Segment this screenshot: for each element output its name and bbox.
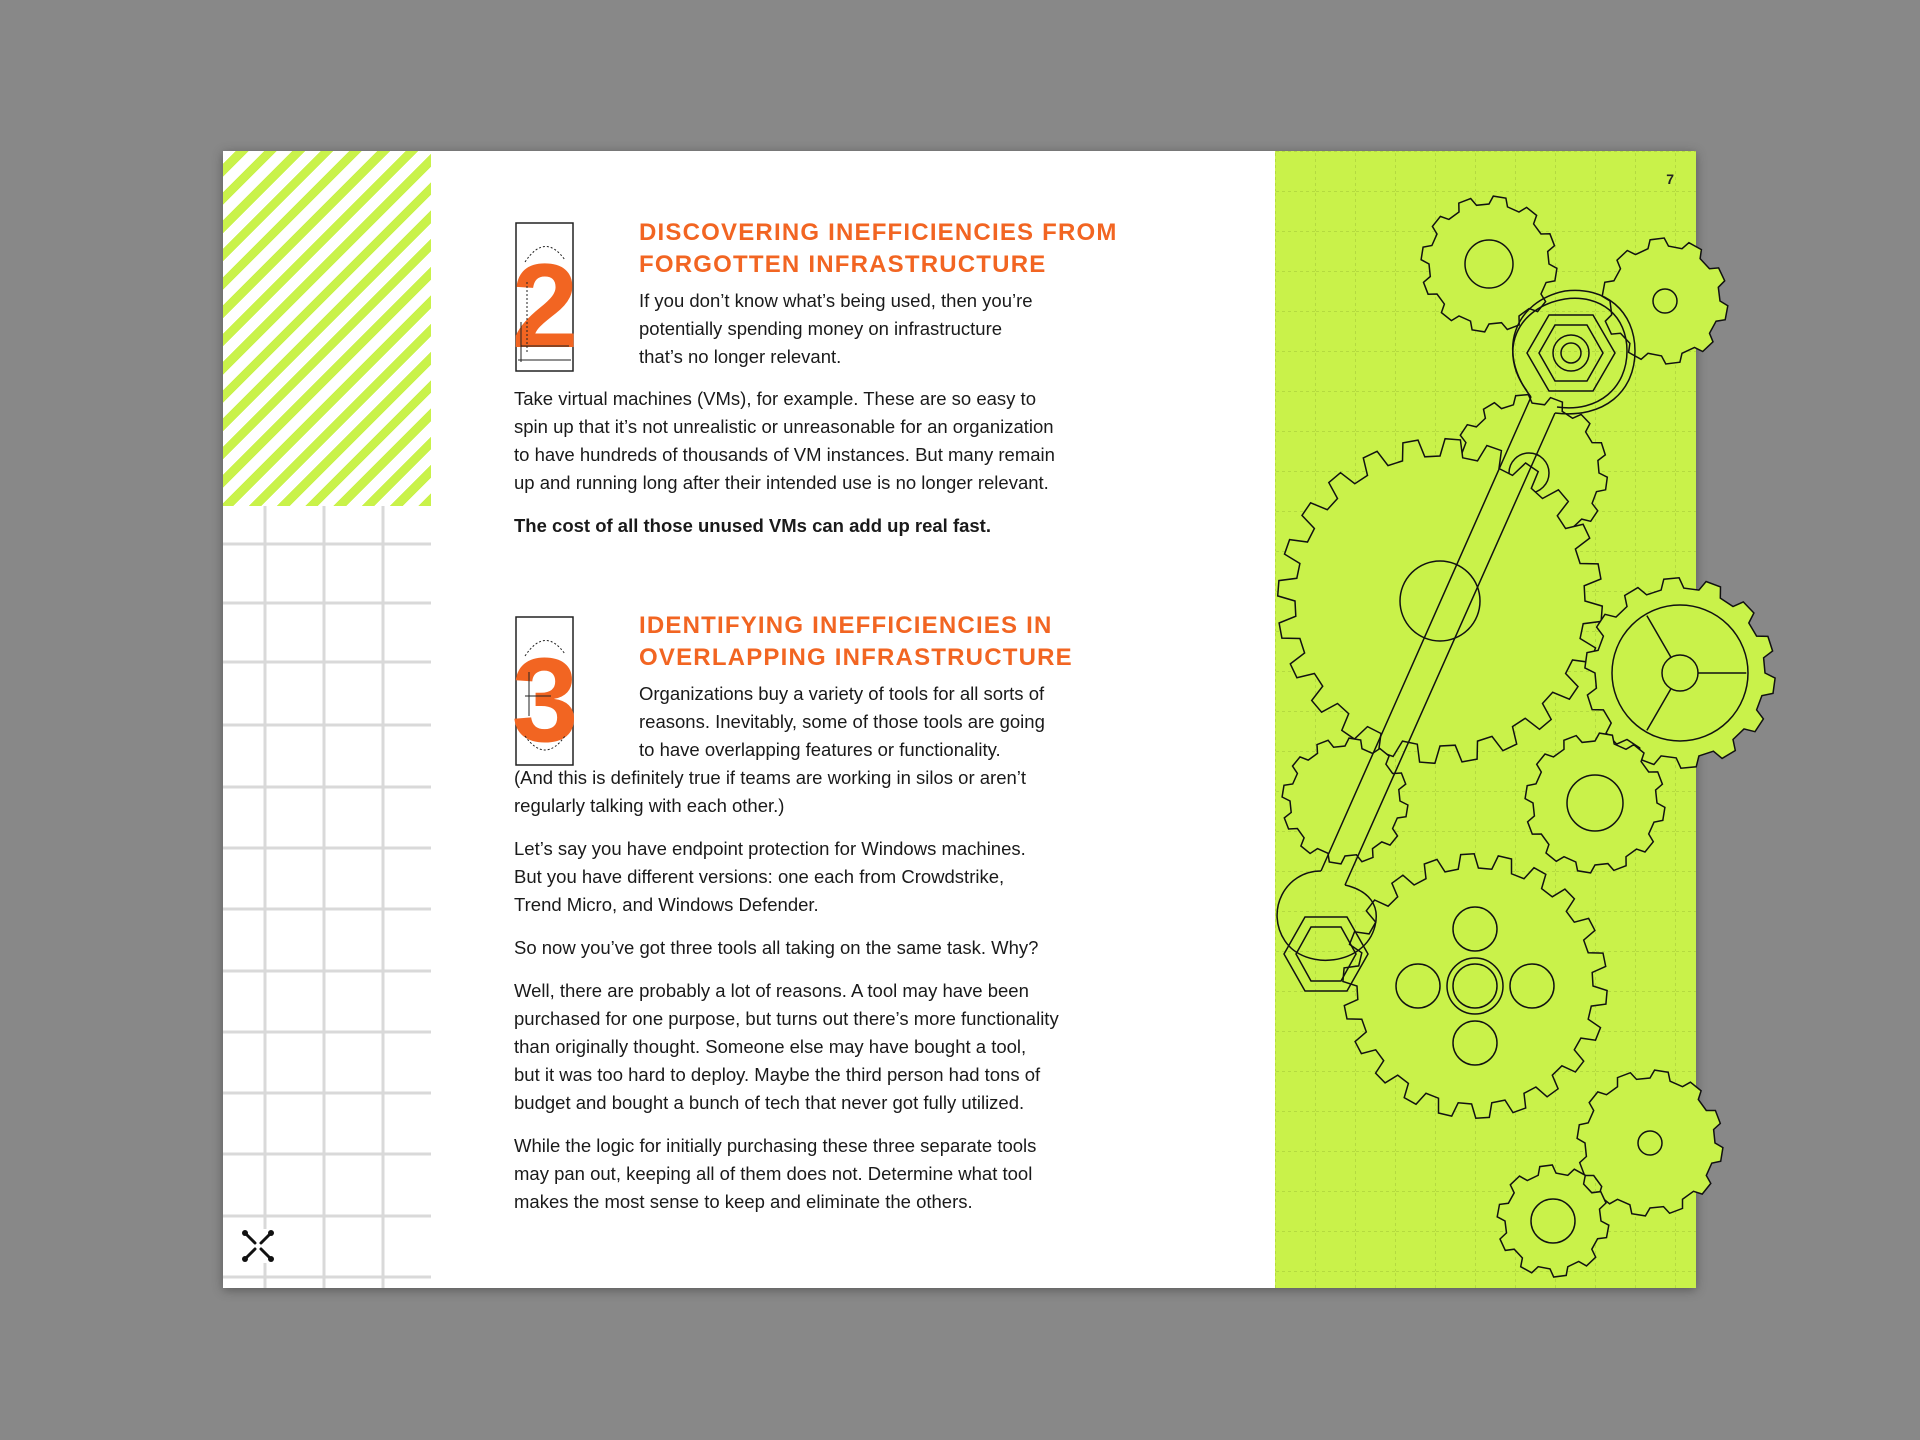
section-3-title-line-1: IDENTIFYING INEFFICIENCIES IN [639,612,1053,639]
section-3-paragraph-3-line-5: budget and bought a bunch of tech that never got fully utilized. [514,1092,1025,1113]
section-2-paragraph-line-3: to have hundreds of thousands of VM instances. But many remain [514,444,1055,465]
gears-illustration-canvas [1275,151,1696,1288]
diagonal-stripes-decoration [223,151,431,506]
svg-text:2: 2 [511,239,579,373]
section-3-paragraph-1-line-3: Trend Micro, and Windows Defender. [514,894,819,915]
section-3-paragraph-1-line-2: But you have different versions: one each from Crowdstrike, [514,866,1005,887]
section-2-paragraph-line-2: spin up that it’s not unrealistic or unreasonable for an organization [514,416,1054,437]
gear-icon [1421,196,1557,332]
section-3-intro-line-2: reasons. Inevitably, some of those tools are going [639,711,1045,732]
section-3-paragraph-3-line-4: but it was too hard to deploy. Maybe the third person had tons of [514,1064,1041,1085]
x-logo-icon [241,1229,275,1263]
section-3-paragraph-3-line-1: Well, there are probably a lot of reasons. A tool may have been [514,980,1029,1001]
left-grid-decoration [223,506,431,1288]
section-2-title-line-2: FORGOTTEN INFRASTRUCTURE [639,251,1047,278]
section-2-paragraph-line-1: Take virtual machines (VMs), for example. These are so easy to [514,388,1036,409]
section-3-intro-line-5: regularly talking with each other.) [514,795,785,816]
section-3-paragraph-4-line-2: may pan out, keeping all of them does not. Determine what tool [514,1163,1033,1184]
section-3-paragraph-3-line-3: than originally thought. Someone else may have bought a tool, [514,1036,1027,1057]
section-3-paragraph-3-line-2: purchased for one purpose, but turns out there’s more functionality [514,1008,1059,1029]
section-3-paragraph-4-line-3: makes the most sense to keep and eliminate the others. [514,1191,973,1212]
section-3-paragraph-4-line-1: While the logic for initially purchasing these three separate tools [514,1135,1037,1156]
gear-icon [1282,738,1408,864]
section-3-intro-line-1: Organizations buy a variety of tools for all sorts of [639,683,1045,704]
digit-2-blueprint-icon [511,222,579,373]
gears-and-wrench-illustration [1275,151,1696,1288]
document-page [223,151,1696,1288]
section-3-title-line-2: OVERLAPPING INFRASTRUCTURE [639,644,1073,671]
section-3-intro-line-4: (And this is definitely true if teams are working in silos or aren’t [514,767,1027,788]
section-2-paragraph-line-4: up and running long after their intended use is no longer relevant. [514,472,1049,493]
section-3-paragraph-2-line-1: So now you’ve got three tools all taking on the same task. Why? [514,937,1039,958]
digit-3-blueprint-icon [511,616,579,767]
svg-text:3: 3 [511,633,579,767]
section-2-intro-line-3: that’s no longer relevant. [639,346,842,367]
section-2-title-line-1: DISCOVERING INEFFICIENCIES FROM [639,219,1118,246]
section-2-bold-statement: The cost of all those unused VMs can add up real fast. [514,515,991,536]
page-number: 7 [1666,171,1674,187]
section-3-paragraph-1-line-1: Let’s say you have endpoint protection for Windows machines. [514,838,1026,859]
gear-icon [1525,733,1665,873]
section-3-intro-line-3: to have overlapping features or functionality. [639,739,1001,760]
section-2-intro-line-1: If you don’t know what’s being used, then you’re [639,290,1033,311]
section-2-intro-line-2: potentially spending money on infrastructure [639,318,1003,339]
